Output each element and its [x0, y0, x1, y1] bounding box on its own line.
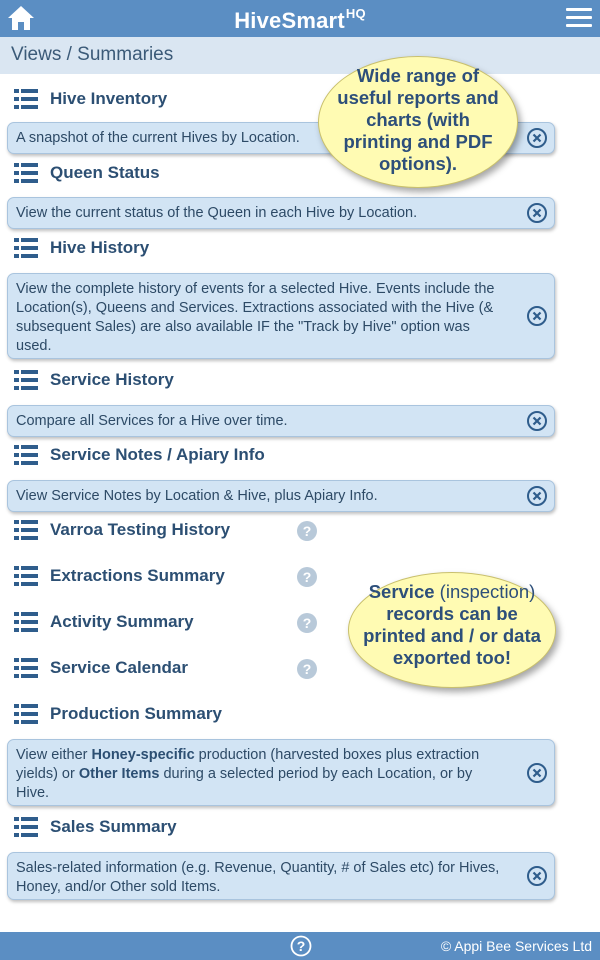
callout-reports-text: Wide range of useful reports and charts (with printing and PDF options). — [337, 65, 499, 174]
list-icon — [14, 704, 38, 724]
close-icon[interactable] — [526, 202, 548, 224]
report-label: Extractions Summary — [50, 566, 225, 585]
list-icon — [14, 817, 38, 837]
report-label: Service Calendar — [50, 658, 188, 677]
list-icon — [14, 163, 38, 183]
app-title-sup: HQ — [345, 6, 366, 21]
app-title-text: HiveSmart — [234, 8, 345, 33]
report-service-calendar[interactable] — [14, 655, 188, 681]
footer-bar — [0, 932, 600, 960]
report-sales-summary[interactable] — [14, 814, 177, 840]
help-icon[interactable] — [296, 566, 318, 588]
description-text-part: during a selected period by each Location, or by Hive. — [16, 766, 473, 801]
report-description — [7, 480, 555, 512]
callout-service-bold: Service — [368, 581, 435, 602]
description-text: View the current status of the Queen in each Hive by Location. — [16, 205, 418, 221]
close-icon[interactable] — [526, 127, 548, 149]
description-text-bold: Honey-specific — [91, 747, 195, 763]
report-extractions-summary[interactable] — [14, 563, 225, 589]
report-label: Sales Summary — [50, 817, 177, 836]
report-label: Activity Summary — [50, 612, 194, 631]
svg-text:?: ? — [302, 523, 312, 539]
report-varroa-testing[interactable] — [14, 517, 230, 543]
description-text-part: View either — [16, 747, 92, 763]
report-label: Service History — [50, 370, 174, 389]
report-description — [7, 405, 555, 437]
list-icon — [14, 658, 38, 678]
callout-reports — [318, 56, 518, 188]
hamburger-menu-icon[interactable] — [566, 8, 592, 28]
help-icon[interactable] — [296, 612, 318, 634]
report-label: Production Summary — [50, 704, 222, 723]
list-icon — [14, 89, 38, 109]
description-text: Compare all Services for a Hive over time. — [16, 413, 288, 429]
description-text-part: production (harvested boxes plus extraction yields) or — [16, 747, 480, 782]
description-text: View Service Notes by Location & Hive, plus Apiary Info. — [16, 488, 378, 504]
report-label: Queen Status — [50, 163, 160, 182]
description-text: View the complete history of events for a selected Hive. Events include the Location(s), Queens and Services. Extractions associated with the Hive (& subsequent Sales) are also available IF the "Track by Hive" option was used. — [16, 281, 495, 354]
report-label: Hive History — [50, 238, 150, 257]
report-description — [7, 852, 555, 900]
list-icon — [14, 370, 38, 390]
report-description — [7, 739, 555, 806]
report-label: Varroa Testing History — [50, 520, 231, 539]
list-icon — [14, 238, 38, 258]
svg-text:?: ? — [302, 569, 312, 585]
report-service-history[interactable] — [14, 367, 174, 393]
callout-service-normal: (inspection) — [434, 581, 536, 602]
app-title — [0, 6, 600, 34]
description-text: A snapshot of the current Hives by Location. — [16, 130, 300, 146]
help-icon[interactable] — [290, 935, 312, 957]
svg-text:?: ? — [302, 615, 312, 631]
list-icon — [14, 445, 38, 465]
report-description — [7, 197, 555, 229]
report-production-summary[interactable] — [14, 701, 222, 727]
report-hive-inventory[interactable] — [14, 86, 167, 112]
description-text: Sales-related information (e.g. Revenue, Quantity, # of Sales etc) for Hives, Honey, and/or Other sold Items. — [16, 860, 500, 895]
help-icon[interactable] — [296, 658, 318, 680]
report-service-notes[interactable] — [14, 442, 265, 468]
svg-text:?: ? — [302, 661, 312, 677]
list-icon — [14, 566, 38, 586]
breadcrumb-bar — [0, 37, 600, 74]
report-hive-history[interactable] — [14, 235, 149, 261]
callout-service-rest: records can be printed and / or data exported too! — [363, 603, 541, 668]
report-description — [7, 273, 555, 359]
close-icon[interactable] — [526, 865, 548, 887]
close-icon[interactable] — [526, 305, 548, 327]
copyright-text: © Appi Bee Services Ltd — [440, 938, 592, 954]
report-label: Service Notes / Apiary Info — [50, 445, 265, 464]
callout-service-records — [348, 572, 556, 688]
breadcrumb: Views / Summaries — [11, 44, 174, 65]
help-icon[interactable] — [296, 520, 318, 542]
svg-text:?: ? — [296, 938, 306, 954]
list-icon — [14, 520, 38, 540]
top-bar — [0, 0, 600, 37]
list-icon — [14, 612, 38, 632]
description-text-bold: Other Items — [78, 766, 160, 782]
close-icon[interactable] — [526, 762, 548, 784]
close-icon[interactable] — [526, 485, 548, 507]
report-queen-status[interactable] — [14, 160, 160, 186]
close-icon[interactable] — [526, 410, 548, 432]
report-label: Hive Inventory — [50, 89, 168, 108]
report-activity-summary[interactable] — [14, 609, 194, 635]
